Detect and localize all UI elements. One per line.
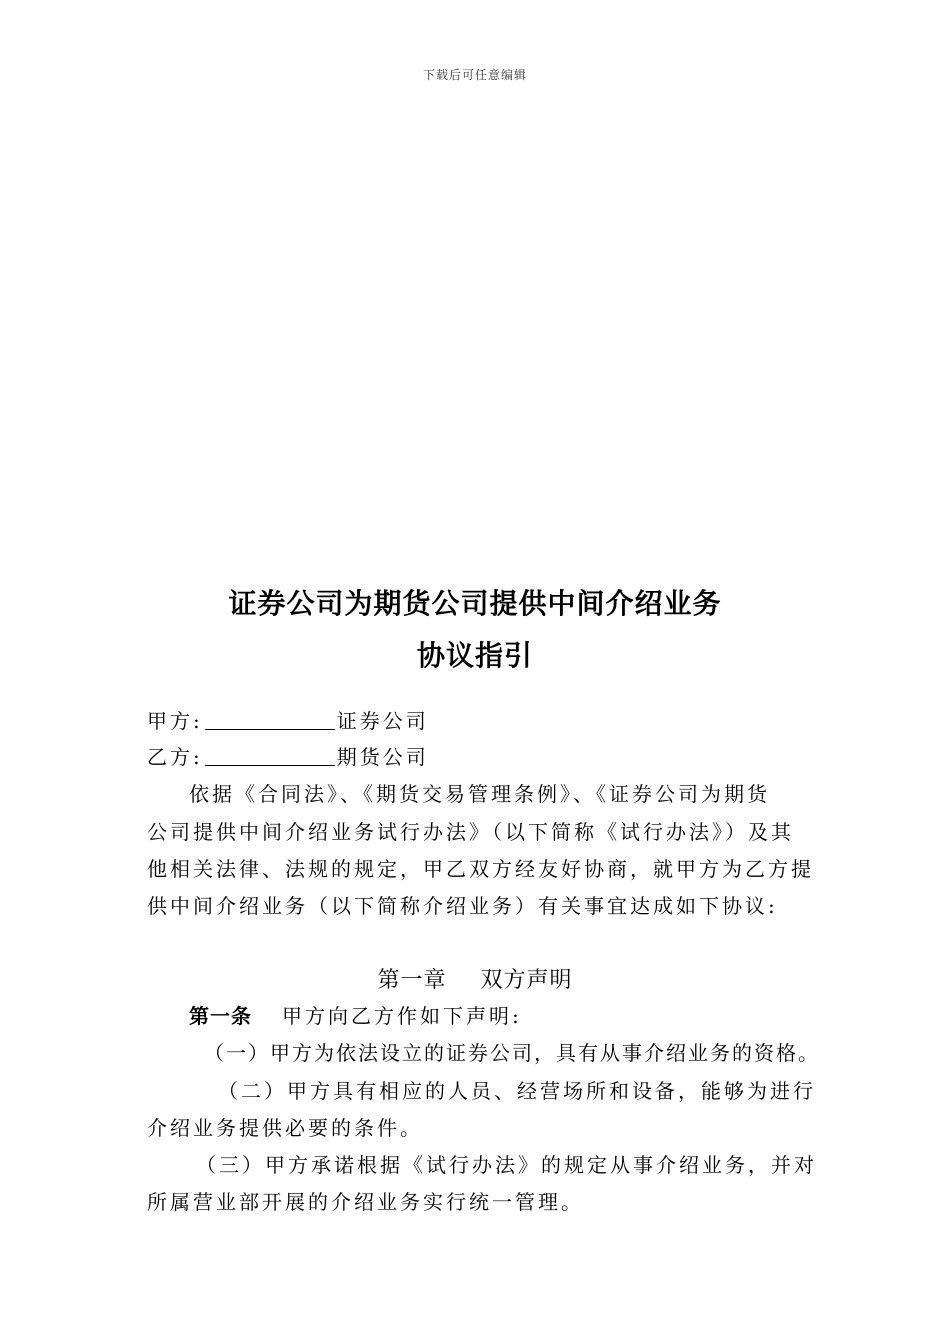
chapter-heading [0, 963, 950, 994]
chapter-number: 第一章 [377, 968, 447, 993]
document-title-line1: 证券公司为期货公司提供中间介绍业务 [228, 587, 722, 620]
article-label: 第一条 [189, 1004, 252, 1028]
party-b-label: 乙方: [147, 745, 203, 769]
clause-2-line-1: （二）甲方具有相应的人员、经营场所和设备，能够为进行 [218, 1079, 816, 1103]
preamble-line-4: 供中间介绍业务（以下简称介绍业务）有关事宜达成如下协议: [147, 894, 778, 918]
clause-3-line-2: 所属营业部开展的介绍业务实行统一管理。 [147, 1190, 584, 1214]
chapter-name: 双方声明 [480, 968, 573, 993]
party-a-suffix: 证券公司 [336, 709, 429, 733]
article-1 [189, 1004, 859, 1028]
clause-1: （一）甲方为依法设立的证券公司，具有从事介绍业务的资格。 [204, 1041, 820, 1065]
clause-3-line-1: （三）甲方承诺根据《试行办法》的规定从事介绍业务，并对 [196, 1153, 817, 1177]
party-b-line [147, 745, 817, 769]
party-b-blank [205, 745, 335, 766]
clause-2-line-2: 介绍业务提供必要的条件。 [147, 1116, 423, 1140]
party-b-suffix: 期货公司 [336, 745, 429, 769]
party-a-blank [205, 709, 335, 730]
preamble-line-3: 他相关法律、法规的规定，甲乙双方经友好协商，就甲方为乙方提 [147, 857, 814, 881]
party-a-label: 甲方: [147, 709, 203, 733]
preamble-line-1: 依据《合同法》、《期货交易管理条例》、《证券公司为期货 [189, 782, 770, 806]
document-title-line2: 协议指引 [416, 639, 533, 672]
article-text: 甲方向乙方作如下声明: [282, 1004, 522, 1028]
preamble-line-2: 公司提供中间介绍业务试行办法》（以下简称《试行办法》）及其 [147, 820, 794, 844]
party-a-line [147, 709, 817, 733]
header-note: 下载后可任意编辑 [422, 68, 527, 82]
